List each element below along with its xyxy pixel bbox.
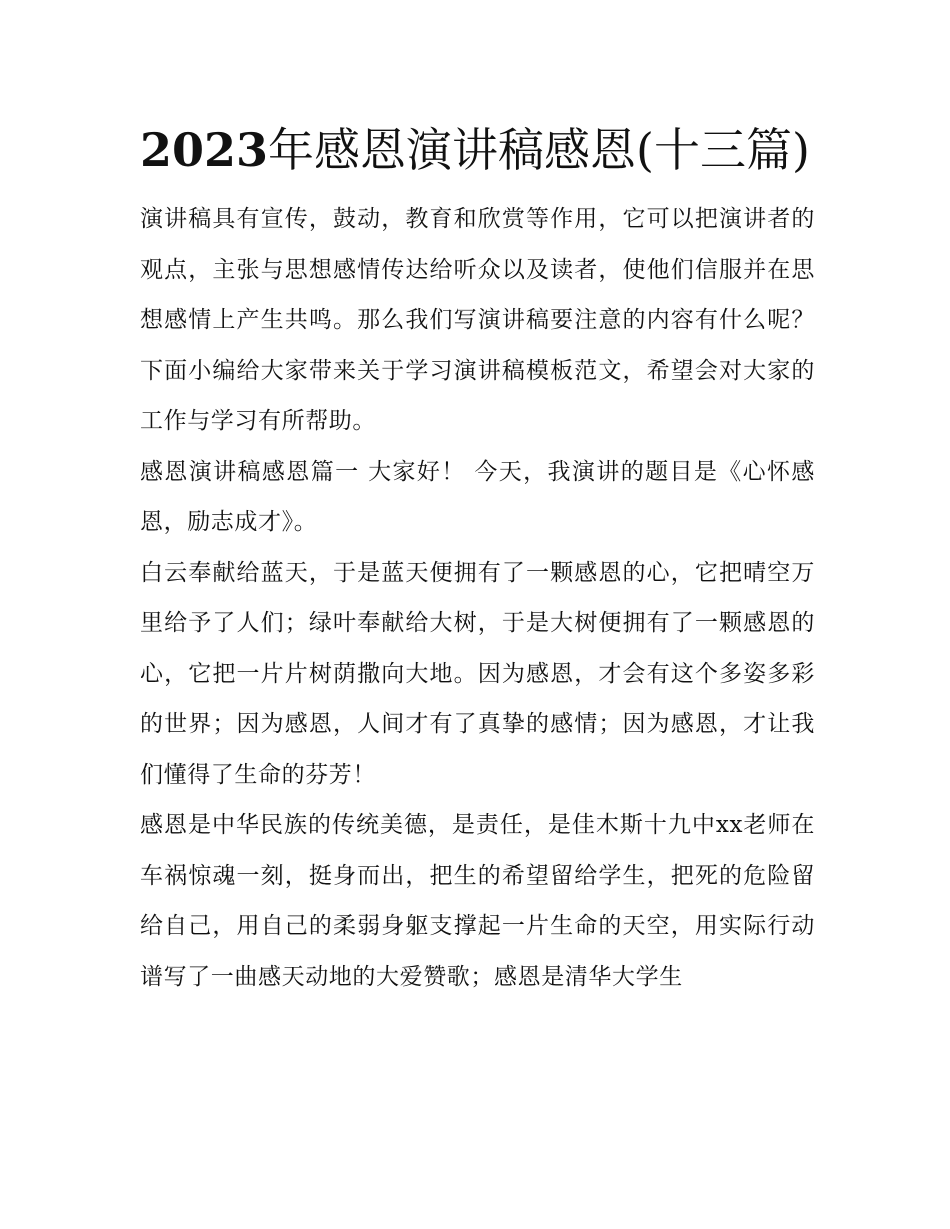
title-text: 年感恩演讲稿感恩(十三篇) (268, 123, 810, 177)
intro-paragraph: 演讲稿具有宣传，鼓动，教育和欣赏等作用，它可以把演讲者的观点，主张与思想感情传达给听众以及读者，使他们信服并在思想感情上产生共鸣。那么我们写演讲稿要注意的内容有什么呢？下面小编给大家带来关于学习演讲稿模板范文，希望会对大家的工作与学习有所帮助。 (140, 206, 815, 434)
speech-opening-paragraph: 感恩演讲稿感恩篇一 大家好！ 今天，我演讲的题目是《心怀感恩，励志成才》。 (140, 458, 815, 535)
body-paragraph-2: 感恩是中华民族的传统美德，是责任，是佳木斯十九中xx老师在车祸惊魂一刻，挺身而出，把生的希望留给学生，把死的危险留给自己，用自己的柔弱身躯支撑起一片生命的天空，用实际行动谱写了一曲感天动地的大爱赞歌；感恩是清华大学生 (140, 812, 815, 990)
document-title (140, 112, 815, 188)
body-paragraph-1: 白云奉献给蓝天，于是蓝天便拥有了一颗感恩的心，它把晴空万里给予了人们；绿叶奉献给大树，于是大树便拥有了一颗感恩的心，它把一片片树荫撒向大地。因为感恩，才会有这个多姿多彩的世界；因为感恩，人间才有了真挚的感情；因为感恩，才让我们懂得了生命的芬芳！ (140, 559, 815, 788)
title-year: 2023 (140, 123, 269, 177)
document-body (140, 112, 815, 1002)
